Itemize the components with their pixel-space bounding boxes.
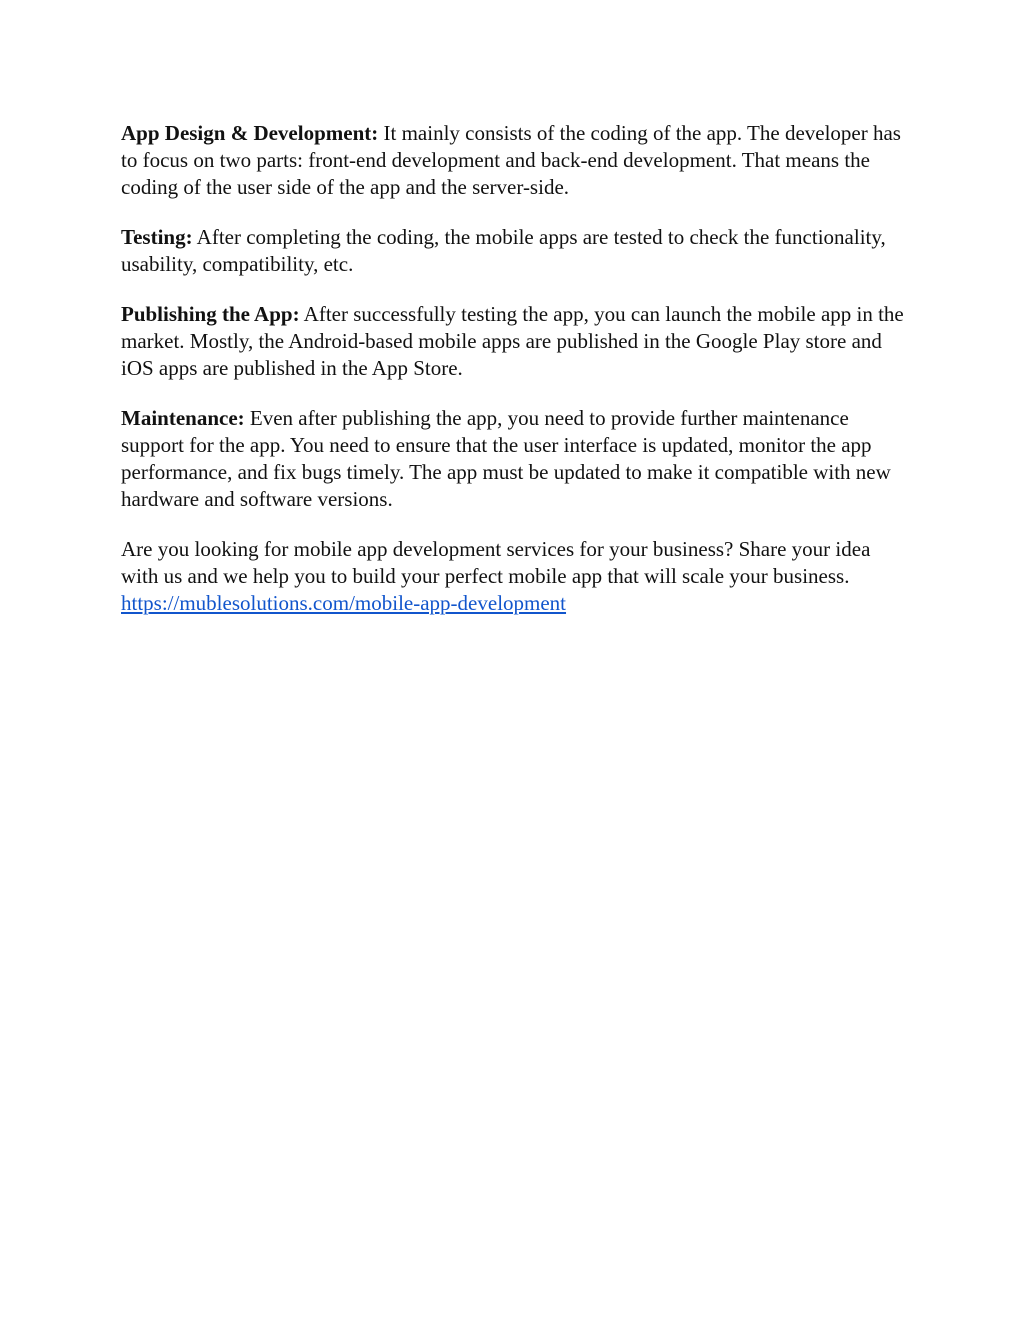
section-heading: Maintenance: [121,406,245,430]
website-link[interactable]: https://mublesolutions.com/mobile-app-development [121,591,567,615]
section-testing [121,224,907,278]
section-heading: App Design & Development: [121,121,379,145]
document-body [121,120,907,617]
section-body: After successfully testing the app, you can launch the mobile app in the market. Mostly, the Android-based mobile apps are published in the Google Play store and iOS apps are published in the App Store. [121,302,904,380]
closing-text: Are you looking for mobile app development services for your business? Share your idea with us and we help you to build your perfect mobile app that will scale your business. [121,537,871,588]
section-heading: Testing: [121,225,193,249]
section-body: After completing the coding, the mobile apps are tested to check the functionality, usability, compatibility, etc. [121,225,886,276]
closing-paragraph [121,536,907,617]
section-maintenance [121,405,907,513]
section-publishing-the-app [121,301,907,382]
section-body: Even after publishing the app, you need to provide further maintenance support for the app. You need to ensure that the user interface is updated, monitor the app performance, and fix bugs timely. The app must be updated to make it compatible with new hardware and software versions. [121,406,891,511]
section-heading: Publishing the App: [121,302,300,326]
section-body: It mainly consists of the coding of the app. The developer has to focus on two parts: front-end development and back-end development. That means the coding of the user side of the app and the server-side. [121,121,901,199]
section-app-design-development [121,120,907,201]
